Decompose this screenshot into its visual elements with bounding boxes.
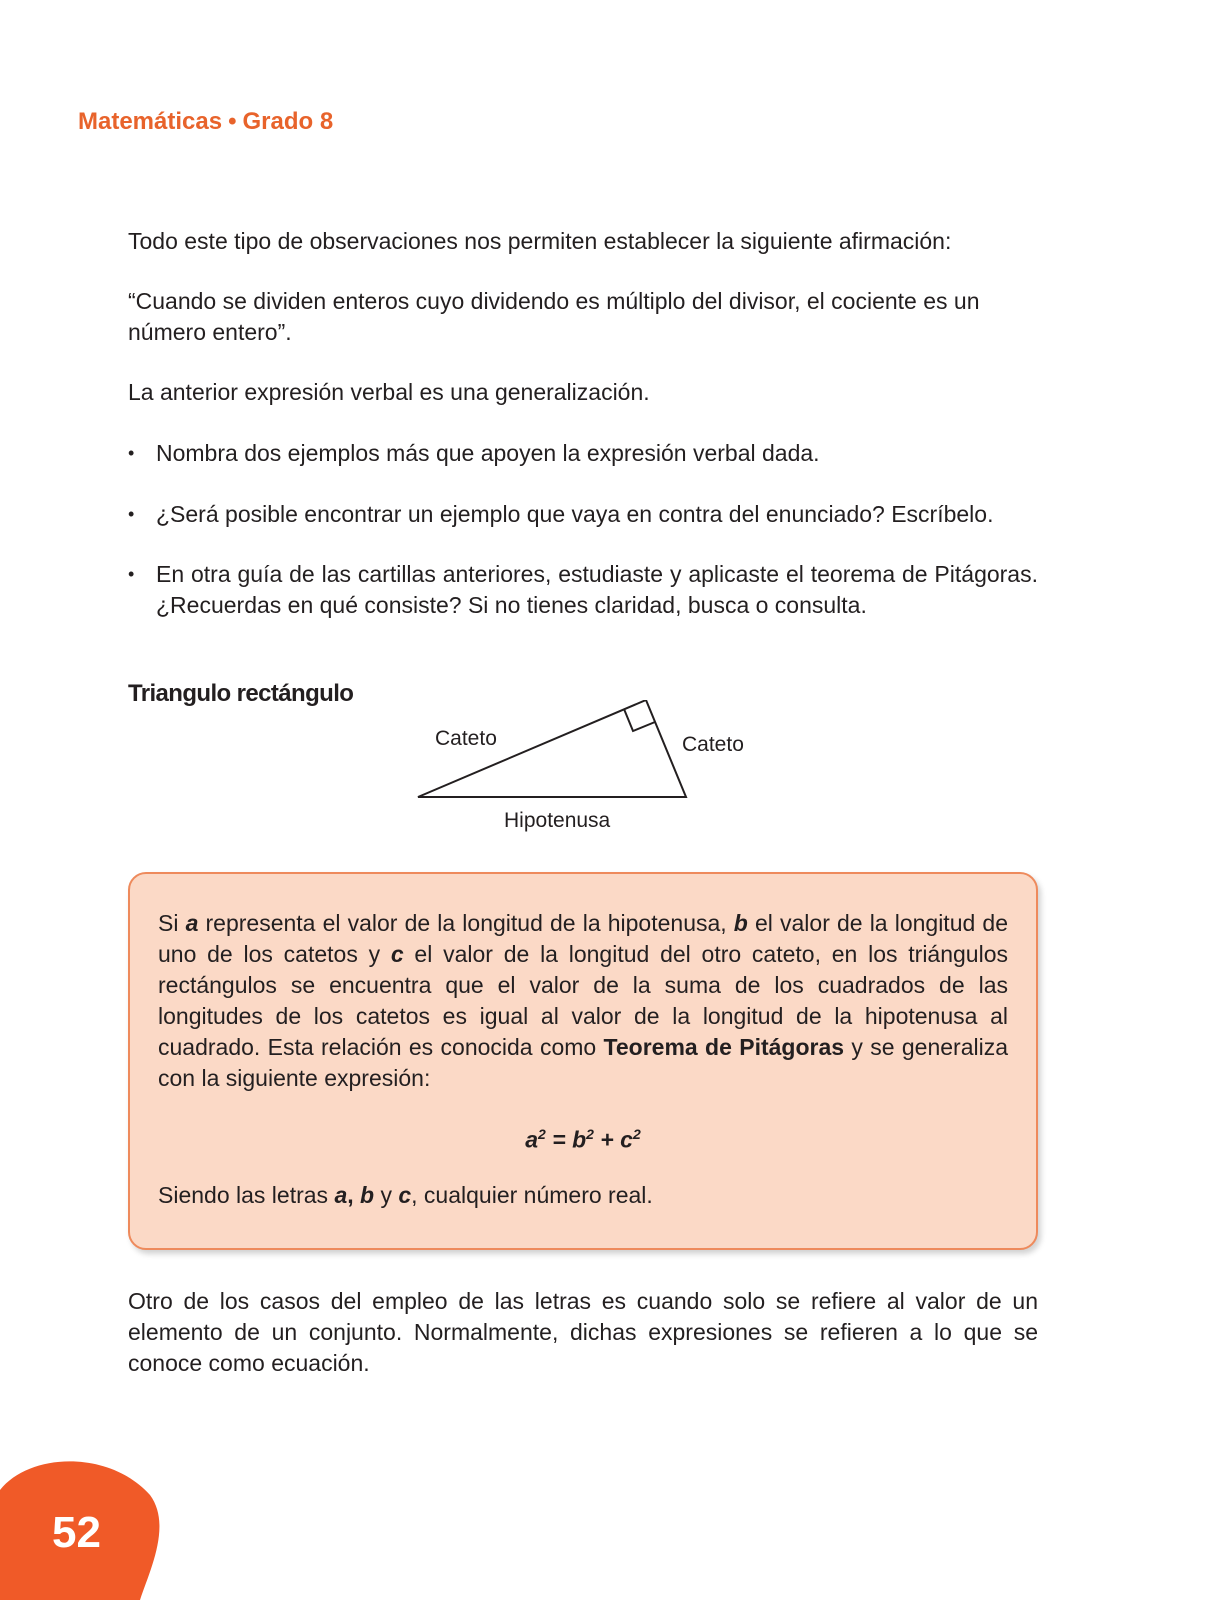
formula-equals: = (545, 1126, 573, 1153)
exponent: 2 (538, 1126, 546, 1142)
bullet-item (128, 559, 1038, 621)
leg-right-label: Cateto (682, 733, 744, 756)
var-b: b (360, 1182, 375, 1208)
bullet-mark: • (128, 443, 135, 463)
text-run: Si (158, 910, 186, 936)
quote-paragraph: “Cuando se dividen enteros cuyo dividendo es múltiplo del divisor, el cociente es un número entero”. (128, 288, 980, 345)
text-run: Siendo las letras (158, 1182, 335, 1208)
var-a: a (334, 1182, 348, 1208)
bullet-text: ¿Será posible encontrar un ejemplo que vaya en contra del enunciado? Escríbelo. (156, 501, 994, 527)
formula-b: b (572, 1126, 587, 1153)
var-a: a (185, 910, 199, 936)
text-run: y se generaliza con la siguiente expresión: (158, 1034, 1008, 1091)
text-run: , cualquier número real. (411, 1182, 653, 1208)
formula-a: a (525, 1126, 539, 1153)
header-separator: • (228, 108, 237, 135)
header-subject: Matemáticas (78, 108, 223, 135)
bullet-text: Nombra dos ejemplos más que apoyen la expresión verbal dada. (156, 440, 820, 466)
right-triangle-diagram (410, 700, 770, 840)
exponent: 2 (586, 1126, 594, 1142)
formula-c: c (620, 1126, 633, 1153)
text-run: el valor de la longitud de uno de los catetos y (158, 910, 1008, 967)
closing-paragraph: Otro de los casos del empleo de las letras es cuando solo se refiere al valor de un elemento de un conjunto. Normalmente, dichas expresiones se refieren a lo que se conoce como ecuación. (128, 1288, 1038, 1376)
pythagorean-formula (130, 1126, 1036, 1154)
hypotenuse-label: Hipotenusa (504, 809, 611, 832)
var-c: c (398, 1182, 412, 1208)
exponent: 2 (632, 1126, 641, 1142)
theorem-name: Teorema de Pitágoras (603, 1034, 845, 1060)
generalization-paragraph: La anterior expresión verbal es una generalización. (128, 379, 650, 405)
bullet-item (128, 438, 1038, 469)
page-number: 52 (52, 1508, 101, 1557)
bullet-text: En otra guía de las cartillas anteriores, estudiaste y aplicaste el teorema de Pitágoras. ¿Recuerdas en qué consiste? Si no tienes claridad, busca o consulta. (156, 561, 1038, 618)
header-grade: Grado 8 (242, 108, 334, 135)
text-run: y (374, 1182, 399, 1208)
page-header (78, 108, 333, 136)
var-b: b (733, 910, 748, 936)
theorem-box (128, 872, 1038, 1250)
bullet-item (128, 499, 1038, 530)
separator: , (347, 1182, 361, 1208)
bullet-mark: • (128, 564, 135, 584)
leg-left-label: Cateto (435, 727, 497, 750)
theorem-text (158, 908, 1008, 1094)
var-c: c (390, 941, 404, 967)
text-run: el valor de la longitud del otro cateto, en los triángulos rectángulos se encuentra que el valor de la suma de los cuadrados de las longitudes de los catetos es igual al valor de la longitud de la hipotenusa al cuadrado. Esta relación es conocida como (158, 941, 1008, 1060)
diagram-title: Triangulo rectángulo (128, 680, 354, 707)
intro-paragraph: Todo este tipo de observaciones nos permiten establecer la siguiente afirmación: (128, 228, 952, 254)
variables-note (158, 1180, 653, 1211)
formula-plus: + (593, 1126, 621, 1153)
bullet-mark: • (128, 504, 135, 524)
text-run: representa el valor de la longitud de la hipotenusa, (198, 910, 734, 936)
